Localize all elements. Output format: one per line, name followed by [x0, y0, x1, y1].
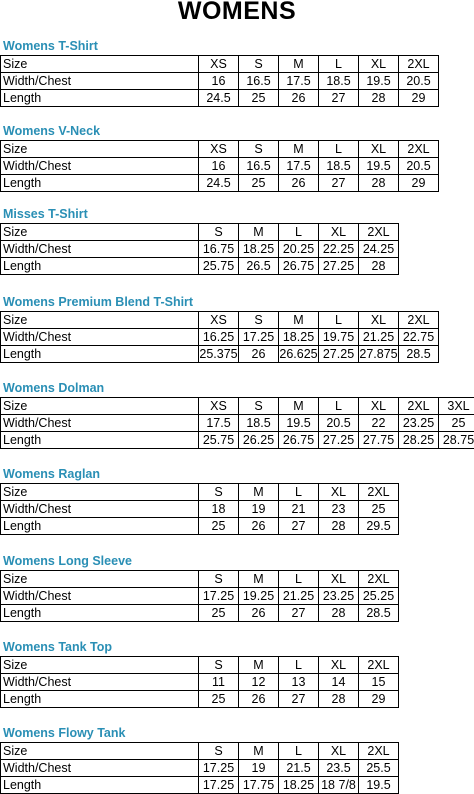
size-header-cell: S	[239, 398, 279, 415]
row-label: Width/Chest	[1, 415, 199, 432]
measurement-cell: 26.25	[239, 432, 279, 449]
measurement-cell: 18 7/8	[319, 777, 359, 794]
measurement-cell: 17.5	[279, 73, 319, 90]
table-row	[1, 90, 439, 107]
section-title: Misses T-Shirt	[3, 207, 88, 222]
table-row	[1, 777, 399, 794]
size-header-cell: 2XL	[399, 56, 439, 73]
measurement-cell: 23.5	[319, 760, 359, 777]
size-header-cell: 2XL	[399, 312, 439, 329]
measurement-cell: 16.75	[199, 241, 239, 258]
measurement-cell: 28.75	[439, 432, 474, 449]
size-table	[0, 223, 399, 275]
measurement-cell: 28	[319, 605, 359, 622]
measurement-cell: 28.5	[399, 346, 439, 363]
section-title: Womens Dolman	[3, 381, 104, 396]
measurement-cell: 29.5	[359, 518, 399, 535]
size-header-cell: M	[279, 312, 319, 329]
size-header-cell: M	[279, 141, 319, 158]
table-row	[1, 224, 399, 241]
size-header-cell: 2XL	[359, 743, 399, 760]
size-header-cell: S	[199, 657, 239, 674]
measurement-cell: 25	[199, 691, 239, 708]
section-title: Womens Flowy Tank	[3, 726, 125, 741]
size-header-cell: XL	[319, 484, 359, 501]
section-title: Womens V-Neck	[3, 124, 100, 139]
row-label: Size	[1, 312, 199, 329]
measurement-cell: 16.25	[199, 329, 239, 346]
row-label: Length	[1, 432, 199, 449]
measurement-cell: 28	[319, 518, 359, 535]
row-label: Length	[1, 346, 199, 363]
measurement-cell: 19.5	[359, 777, 399, 794]
size-header-cell: S	[239, 56, 279, 73]
size-header-cell: M	[239, 657, 279, 674]
measurement-cell: 18.5	[319, 158, 359, 175]
table-row	[1, 501, 399, 518]
measurement-cell: 26	[239, 518, 279, 535]
size-header-cell: S	[199, 484, 239, 501]
size-table	[0, 140, 439, 192]
measurement-cell: 26.75	[279, 432, 319, 449]
row-label: Size	[1, 141, 199, 158]
measurement-cell: 27.875	[359, 346, 399, 363]
size-header-cell: 2XL	[399, 141, 439, 158]
size-header-cell: 2XL	[359, 657, 399, 674]
measurement-cell: 18	[199, 501, 239, 518]
row-label: Width/Chest	[1, 674, 199, 691]
size-header-cell: L	[319, 141, 359, 158]
measurement-cell: 26.5	[239, 258, 279, 275]
size-header-cell: S	[239, 141, 279, 158]
measurement-cell: 22.75	[399, 329, 439, 346]
size-header-cell: XS	[199, 141, 239, 158]
section-title: Womens Tank Top	[3, 640, 112, 655]
size-header-cell: 2XL	[359, 571, 399, 588]
size-header-cell: 3XL	[439, 398, 474, 415]
row-label: Size	[1, 56, 199, 73]
measurement-cell: 19	[239, 760, 279, 777]
size-header-cell: M	[239, 484, 279, 501]
table-row	[1, 518, 399, 535]
table-row	[1, 743, 399, 760]
row-label: Width/Chest	[1, 501, 199, 518]
measurement-cell: 21.5	[279, 760, 319, 777]
measurement-cell: 25	[199, 605, 239, 622]
table-row	[1, 241, 399, 258]
measurement-cell: 28	[359, 90, 399, 107]
measurement-cell: 25.75	[199, 258, 239, 275]
size-table	[0, 311, 439, 363]
table-row	[1, 346, 439, 363]
table-row	[1, 398, 474, 415]
row-label: Length	[1, 518, 199, 535]
measurement-cell: 16	[199, 73, 239, 90]
size-header-cell: M	[279, 56, 319, 73]
measurement-cell: 19.75	[319, 329, 359, 346]
row-label: Length	[1, 258, 199, 275]
measurement-cell: 26.75	[279, 258, 319, 275]
row-label: Width/Chest	[1, 73, 199, 90]
measurement-cell: 27	[279, 605, 319, 622]
row-label: Length	[1, 691, 199, 708]
size-header-cell: L	[279, 657, 319, 674]
size-table	[0, 55, 439, 107]
size-header-cell: XS	[199, 56, 239, 73]
size-header-cell: 2XL	[399, 398, 439, 415]
table-row	[1, 588, 399, 605]
size-header-cell: L	[279, 224, 319, 241]
size-header-cell: XS	[199, 312, 239, 329]
measurement-cell: 26	[279, 175, 319, 192]
size-header-cell: L	[319, 56, 359, 73]
size-header-cell: XL	[319, 657, 359, 674]
row-label: Width/Chest	[1, 329, 199, 346]
row-label: Width/Chest	[1, 241, 199, 258]
measurement-cell: 18.25	[279, 329, 319, 346]
size-table	[0, 656, 399, 708]
row-label: Length	[1, 90, 199, 107]
size-header-cell: XS	[199, 398, 239, 415]
measurement-cell: 25.5	[359, 760, 399, 777]
table-row	[1, 415, 474, 432]
measurement-cell: 15	[359, 674, 399, 691]
measurement-cell: 27	[279, 691, 319, 708]
measurement-cell: 23.25	[399, 415, 439, 432]
measurement-cell: 28	[359, 258, 399, 275]
measurement-cell: 23.25	[319, 588, 359, 605]
measurement-cell: 17.25	[199, 588, 239, 605]
size-header-cell: XL	[319, 224, 359, 241]
measurement-cell: 27.25	[319, 346, 359, 363]
section-title: Womens Premium Blend T-Shirt	[3, 295, 193, 310]
measurement-cell: 27	[319, 90, 359, 107]
table-row	[1, 674, 399, 691]
measurement-cell: 12	[239, 674, 279, 691]
size-header-cell: M	[239, 571, 279, 588]
size-header-cell: XL	[359, 398, 399, 415]
measurement-cell: 11	[199, 674, 239, 691]
measurement-cell: 29	[359, 691, 399, 708]
row-label: Size	[1, 398, 199, 415]
table-row	[1, 158, 439, 175]
measurement-cell: 22	[359, 415, 399, 432]
size-header-cell: S	[199, 743, 239, 760]
table-row	[1, 175, 439, 192]
size-header-cell: M	[239, 224, 279, 241]
measurement-cell: 21.25	[279, 588, 319, 605]
size-table	[0, 742, 399, 794]
measurement-cell: 27.25	[319, 258, 359, 275]
size-header-cell: XL	[359, 312, 399, 329]
measurement-cell: 21	[279, 501, 319, 518]
measurement-cell: 26	[239, 605, 279, 622]
measurement-cell: 17.25	[199, 777, 239, 794]
measurement-cell: 18.5	[319, 73, 359, 90]
measurement-cell: 27.25	[319, 432, 359, 449]
measurement-cell: 17.25	[199, 760, 239, 777]
table-row	[1, 329, 439, 346]
measurement-cell: 27.75	[359, 432, 399, 449]
table-row	[1, 571, 399, 588]
size-header-cell: XL	[359, 141, 399, 158]
table-row	[1, 56, 439, 73]
size-header-cell: 2XL	[359, 224, 399, 241]
measurement-cell: 17.25	[239, 329, 279, 346]
size-header-cell: XL	[359, 56, 399, 73]
row-label: Size	[1, 657, 199, 674]
measurement-cell: 25.25	[359, 588, 399, 605]
table-row	[1, 258, 399, 275]
size-header-cell: L	[279, 484, 319, 501]
measurement-cell: 16	[199, 158, 239, 175]
measurement-cell: 25.75	[199, 432, 239, 449]
measurement-cell: 28	[359, 175, 399, 192]
table-row	[1, 141, 439, 158]
measurement-cell: 17.75	[239, 777, 279, 794]
measurement-cell: 25	[239, 90, 279, 107]
measurement-cell: 27	[279, 518, 319, 535]
measurement-cell: 20.5	[399, 158, 439, 175]
row-label: Width/Chest	[1, 588, 199, 605]
size-header-cell: XL	[319, 571, 359, 588]
size-header-cell: S	[199, 571, 239, 588]
measurement-cell: 16.5	[239, 158, 279, 175]
table-row	[1, 605, 399, 622]
measurement-cell: 29	[399, 175, 439, 192]
measurement-cell: 26	[239, 691, 279, 708]
row-label: Size	[1, 571, 199, 588]
size-header-cell: 2XL	[359, 484, 399, 501]
size-header-cell: L	[279, 743, 319, 760]
row-label: Width/Chest	[1, 158, 199, 175]
section-title: Womens T-Shirt	[3, 39, 98, 54]
measurement-cell: 24.5	[199, 90, 239, 107]
measurement-cell: 19.5	[359, 158, 399, 175]
measurement-cell: 20.5	[319, 415, 359, 432]
measurement-cell: 26	[279, 90, 319, 107]
measurement-cell: 25.375	[199, 346, 239, 363]
measurement-cell: 22.25	[319, 241, 359, 258]
measurement-cell: 19.25	[239, 588, 279, 605]
measurement-cell: 25	[439, 415, 474, 432]
size-header-cell: M	[239, 743, 279, 760]
row-label: Width/Chest	[1, 760, 199, 777]
size-table	[0, 483, 399, 535]
table-row	[1, 484, 399, 501]
measurement-cell: 19.5	[279, 415, 319, 432]
measurement-cell: 21.25	[359, 329, 399, 346]
measurement-cell: 19	[239, 501, 279, 518]
measurement-cell: 18.5	[239, 415, 279, 432]
measurement-cell: 23	[319, 501, 359, 518]
measurement-cell: 29	[399, 90, 439, 107]
measurement-cell: 18.25	[239, 241, 279, 258]
size-header-cell: L	[319, 312, 359, 329]
measurement-cell: 18.25	[279, 777, 319, 794]
measurement-cell: 25	[239, 175, 279, 192]
page-title: WOMENS	[0, 0, 474, 26]
size-table	[0, 570, 399, 622]
measurement-cell: 14	[319, 674, 359, 691]
measurement-cell: 28.25	[399, 432, 439, 449]
table-row	[1, 73, 439, 90]
measurement-cell: 17.5	[279, 158, 319, 175]
measurement-cell: 20.5	[399, 73, 439, 90]
table-row	[1, 312, 439, 329]
measurement-cell: 17.5	[199, 415, 239, 432]
measurement-cell: 26	[239, 346, 279, 363]
size-header-cell: XL	[319, 743, 359, 760]
measurement-cell: 13	[279, 674, 319, 691]
table-row	[1, 432, 474, 449]
size-header-cell: S	[199, 224, 239, 241]
size-table	[0, 397, 474, 449]
size-header-cell: L	[319, 398, 359, 415]
measurement-cell: 25	[199, 518, 239, 535]
measurement-cell: 26.625	[279, 346, 319, 363]
measurement-cell: 24.25	[359, 241, 399, 258]
measurement-cell: 28.5	[359, 605, 399, 622]
size-header-cell: M	[279, 398, 319, 415]
row-label: Size	[1, 743, 199, 760]
row-label: Length	[1, 605, 199, 622]
measurement-cell: 20.25	[279, 241, 319, 258]
measurement-cell: 19.5	[359, 73, 399, 90]
table-row	[1, 760, 399, 777]
measurement-cell: 25	[359, 501, 399, 518]
size-header-cell: S	[239, 312, 279, 329]
size-header-cell: L	[279, 571, 319, 588]
measurement-cell: 16.5	[239, 73, 279, 90]
table-row	[1, 691, 399, 708]
row-label: Length	[1, 175, 199, 192]
measurement-cell: 27	[319, 175, 359, 192]
table-row	[1, 657, 399, 674]
section-title: Womens Raglan	[3, 467, 100, 482]
row-label: Length	[1, 777, 199, 794]
row-label: Size	[1, 484, 199, 501]
measurement-cell: 28	[319, 691, 359, 708]
row-label: Size	[1, 224, 199, 241]
measurement-cell: 24.5	[199, 175, 239, 192]
section-title: Womens Long Sleeve	[3, 554, 132, 569]
